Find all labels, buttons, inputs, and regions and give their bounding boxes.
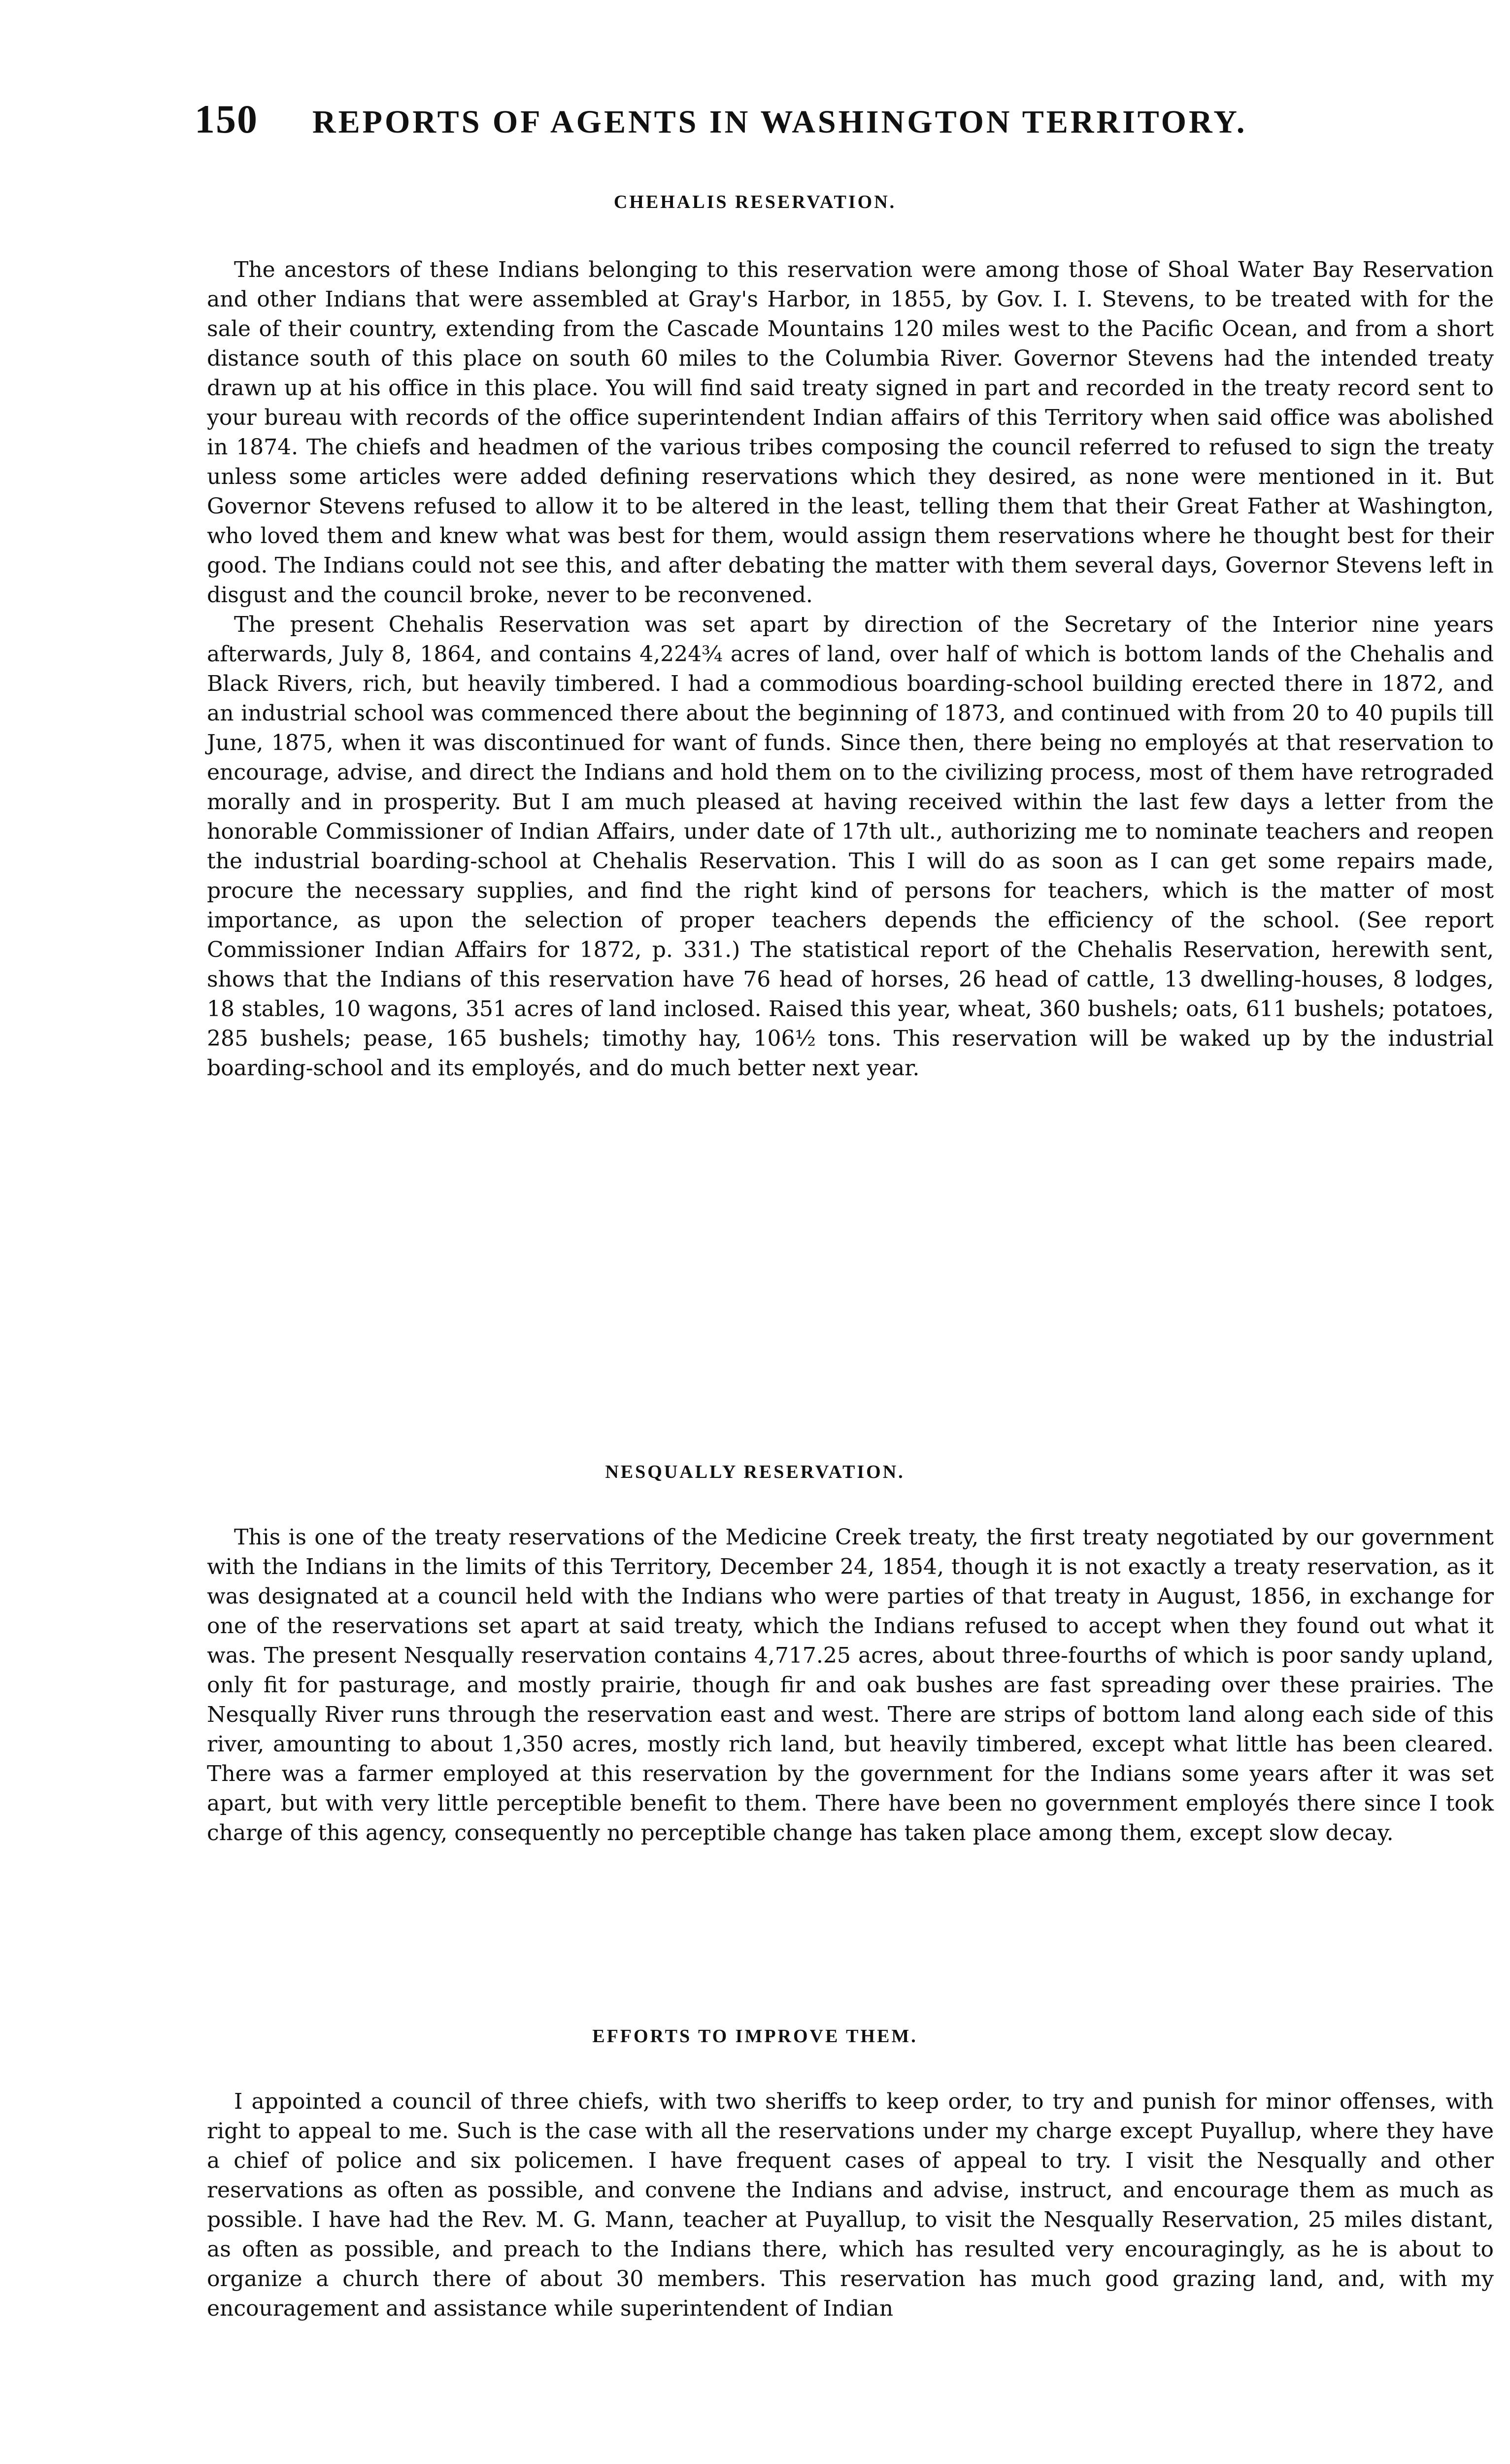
paragraph: This is one of the treaty reservations of the Medicine Creek treaty, the first treaty negotiated by our government with the Indians in the limits of this Territory, December 24, 1854, though it is not exactly a treaty reservation, as it was designated at a council held with the Indians who were parties of that treaty in August, 1856, in exchange for one of the reservations set apart at said treaty, which the Indians refused to accept when they found out what it was. The present Nesqually reservation contains 4,717.25 acres, about three-fourths of which is poor sandy upland, only fit for pasturage, and mostly prairie, though fir and oak bushes are fast spreading over these prairies. The Nesqually River runs through the reservation east and west. There are strips of bottom land along each side of this river, amounting to about 1,350 acres, mostly rich land, but heavily timbered, except what little has been cleared. There was a farmer employed at this reservation by the government for the Indians some years after it was set apart, but with very little perceptible benefit to them. There have been no government employés there since I took charge of this agency, consequently no perceptible change has taken place among them, except slow decay. <box>207 1525 1494 1846</box>
paragraph: The ancestors of these Indians belonging to this reservation were among those of Shoal Water Bay Reservation and other Indians that were assembled at Gray's Harbor, in 1855, by Gov. I. I. Stevens, to be treated with for the sale of their country, extending from the Cascade Mountains 120 miles west to the Pacific Ocean, and from a short distance south of this place on south 60 miles to the Columbia River. Governor Stevens had the intended treaty drawn up at his office in this place. You will find said treaty signed in part and recorded in the treaty record sent to your bureau with records of the office superintendent Indian affairs of this Territory when said office was abolished in 1874. The chiefs and headmen of the various tribes composing the council referred to refused to sign the treaty unless some articles were added defining reservations which they desired, as none were mentioned in it. But Governor Stevens refused to allow it to be altered in the least, telling them that their Great Father at Washington, who loved them and knew what was best for them, would assign them reservations where he thought best for their good. The Indians could not see this, and after debating the matter with them several days, Governor Stevens left in disgust and the council broke, never to be reconvened. <box>207 257 1494 608</box>
section-body-efforts <box>207 2087 1494 2324</box>
section-heading-efforts: EFFORTS TO IMPROVE THEM. <box>592 2026 918 2047</box>
section-body-nesqually <box>207 1523 1494 1848</box>
page-header <box>195 96 1367 145</box>
paragraph: I appointed a council of three chiefs, with two sheriffs to keep order, to try and punish for minor offenses, with right to appeal to me. Such is the case with all the reservations under my charge except Puyallup, where they have a chief of police and six policemen. I have frequent cases of appeal to try. I visit the Nesqually and other reservations as often as possible, and convene the Indians and advise, instruct, and encourage them as much as possible. I have had the Rev. M. G. Mann, teacher at Puyallup, to visit the Nesqually Reservation, 25 miles distant, as often as possible, and preach to the Indians there, which has resulted very encouragingly, as he is about to organize a church there of about 30 members. This reservation has much good grazing land, and, with my encouragement and assistance while superintendent of Indian <box>207 2089 1494 2321</box>
page-number: 150 <box>195 97 258 141</box>
running-head: REPORTS OF AGENTS IN WASHINGTON TERRITORY. <box>312 104 1247 140</box>
section-heading-chehalis: CHEHALIS RESERVATION. <box>613 192 897 212</box>
section-heading-nesqually: NESQUALLY RESERVATION. <box>605 1462 905 1482</box>
paragraph: The present Chehalis Reservation was set apart by direction of the Secretary of the Interior nine years afterwards, July 8, 1864, and contains 4,224¾ acres of land, over half of which is bottom lands of the Chehalis and Black Rivers, rich, but heavily timbered. I had a commodious boarding-school building erected there in 1872, and an industrial school was commenced there about the beginning of 1873, and continued with from 20 to 40 pupils till June, 1875, when it was discontinued for want of funds. Since then, there being no employés at that reservation to encourage, advise, and direct the Indians and hold them on to the civilizing process, most of them have retrograded morally and in prosperity. But I am much pleased at having received within the last few days a letter from the honorable Commissioner of Indian Affairs, under date of 17th ult., authorizing me to nominate teachers and reopen the industrial boarding-school at Chehalis Reservation. This I will do as soon as I can get some repairs made, procure the necessary supplies, and find the right kind of persons for teachers, which is the matter of most importance, as upon the selection of proper teachers depends the efficiency of the school. (See report Commissioner Indian Affairs for 1872, p. 331.) The statistical report of the Chehalis Reservation, herewith sent, shows that the Indians of this reservation have 76 head of horses, 26 head of cattle, 13 dwelling-houses, 8 lodges, 18 stables, 10 wagons, 351 acres of land inclosed. Raised this year, wheat, 360 bushels; oats, 611 bushels; potatoes, 285 bushels; pease, 165 bushels; timothy hay, 106½ tons. This reservation will be waked up by the industrial boarding-school and its employés, and do much better next year. <box>207 612 1494 1081</box>
section-body-chehalis <box>207 255 1494 1083</box>
